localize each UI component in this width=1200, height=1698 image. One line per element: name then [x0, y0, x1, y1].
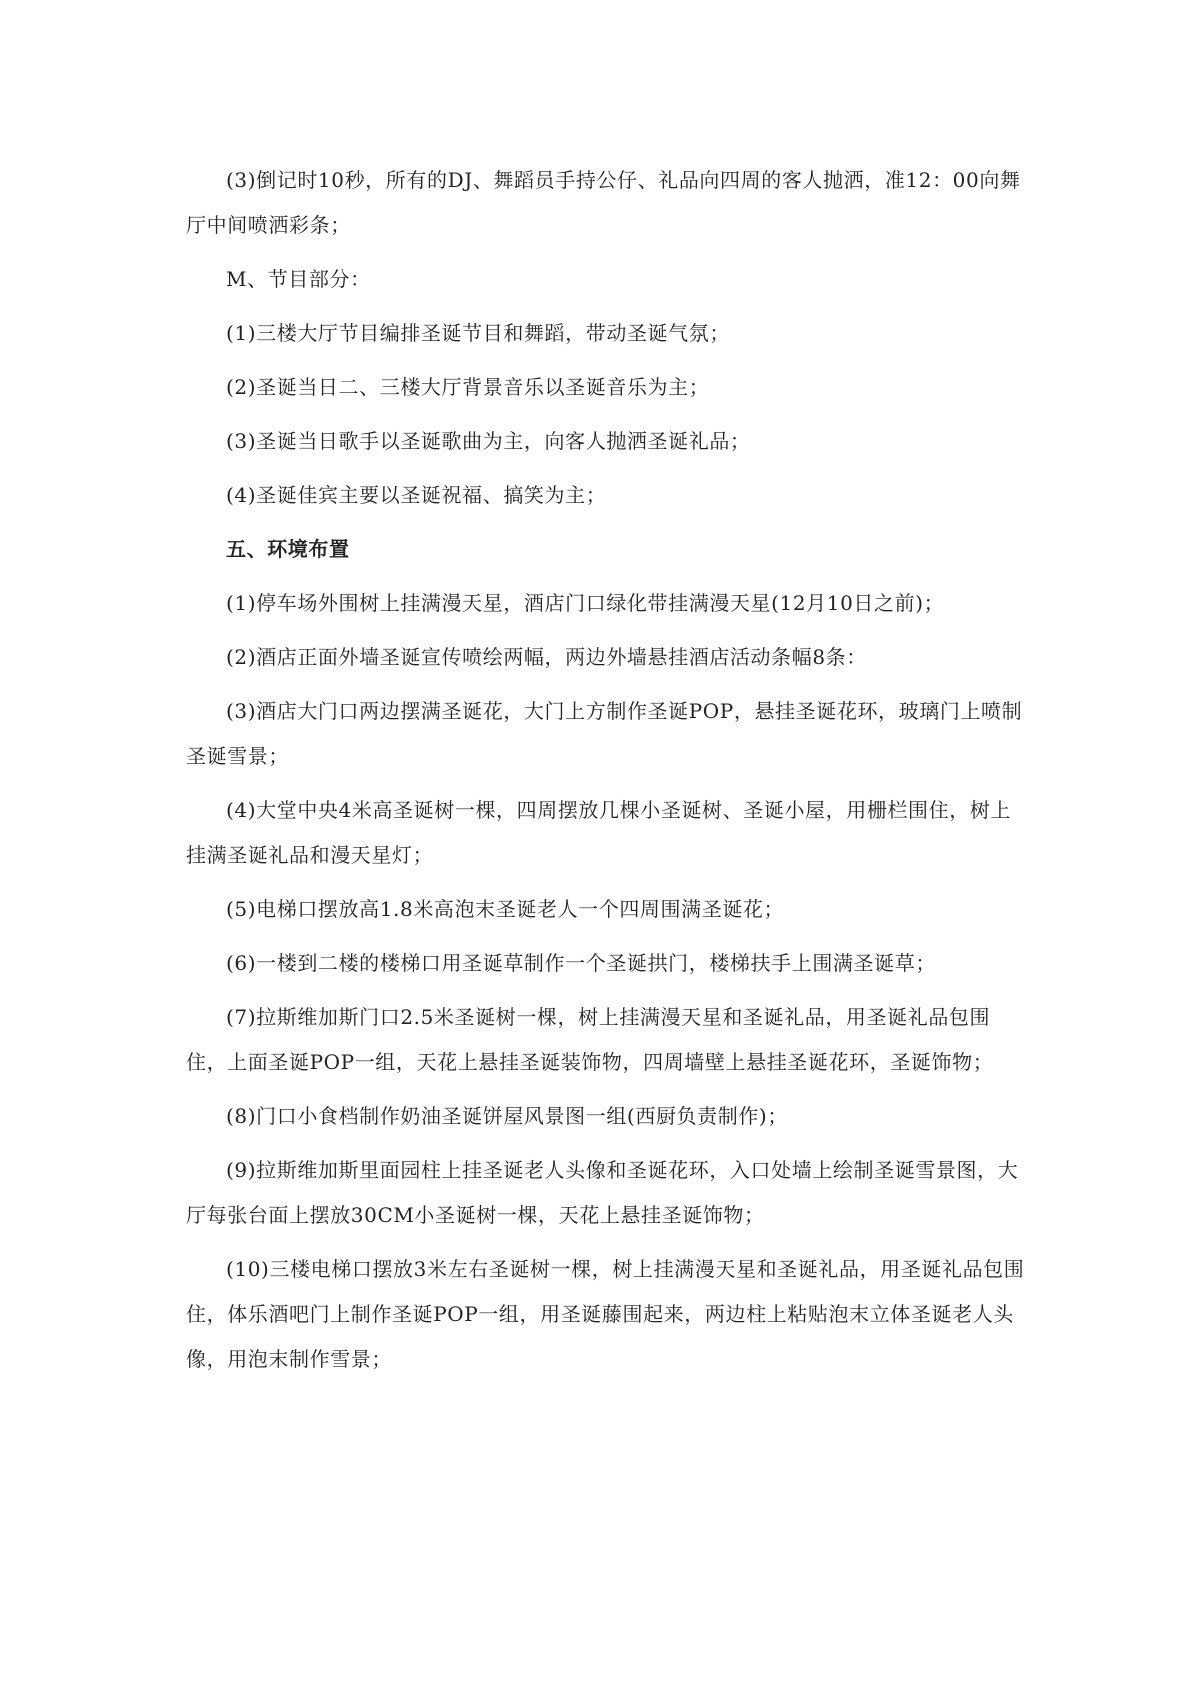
paragraph-environment-9: (9)拉斯维加斯里面园柱上挂圣诞老人头像和圣诞花环，入口处墙上绘制圣诞雪景图，大厅每张台面上摆放30CM小圣诞树一棵，天花上悬挂圣诞饰物；	[186, 1158, 1019, 1227]
paragraph-program-2: (2)圣诞当日二、三楼大厅背景音乐以圣诞音乐为主；	[226, 375, 710, 399]
paragraph-environment-10: (10)三楼电梯口摆放3米左右圣诞树一棵，树上挂满漫天星和圣诞礼品，用圣诞礼品包围住，体乐酒吧门上制作圣诞POP一组，用圣诞藤围起来，两边柱上粘贴泡末立体圣诞老人头像，用泡末制作雪景；	[186, 1257, 1025, 1371]
paragraph-environment-6: (6)一楼到二楼的楼梯口用圣诞草制作一个圣诞拱门，楼梯扶手上围满圣诞草；	[226, 951, 936, 975]
paragraph-environment-3: (3)酒店大门口两边摆满圣诞花，大门上方制作圣诞POP，悬挂圣诞花环，玻璃门上喷制圣诞雪景；	[186, 699, 1023, 768]
paragraph-environment-2: (2)酒店正面外墙圣诞宣传喷绘两幅，两边外墙悬挂酒店活动条幅8条：	[226, 645, 867, 669]
paragraph-program-section: M、节目部分：	[226, 267, 371, 291]
paragraph-program-3: (3)圣诞当日歌手以圣诞歌曲为主，向客人抛洒圣诞礼品；	[226, 429, 751, 453]
paragraph-environment-1: (1)停车场外围树上挂满漫天星，酒店门口绿化带挂满漫天星(12月10日之前)；	[226, 591, 945, 615]
paragraph-program-4: (4)圣诞佳宾主要以圣诞祝福、搞笑为主；	[226, 483, 607, 507]
document-body	[186, 158, 1026, 1391]
paragraph-environment-7: (7)拉斯维加斯门口2.5米圣诞树一棵，树上挂满漫天星和圣诞礼品，用圣诞礼品包围住，上面圣诞POP一组，天花上悬挂圣诞装饰物，四周墙壁上悬挂圣诞花环，圣诞饰物；	[186, 1005, 994, 1074]
paragraph-environment-4: (4)大堂中央4米高圣诞树一棵，四周摆放几棵小圣诞树、圣诞小屋，用栅栏围住，树上挂满圣诞礼品和漫天星灯；	[186, 798, 1012, 867]
paragraph-program-1: (1)三楼大厅节目编排圣诞节目和舞蹈，带动圣诞气氛；	[226, 321, 730, 345]
paragraph-environment-5: (5)电梯口摆放高1.8米高泡末圣诞老人一个四周围满圣诞花；	[226, 897, 785, 921]
paragraph-environment-8: (8)门口小食档制作奶油圣诞饼屋风景图一组(西厨负责制作)；	[226, 1104, 788, 1128]
section-heading-environment: 五、环境布置	[226, 537, 350, 561]
paragraph-countdown: (3)倒记时10秒，所有的DJ、舞蹈员手持公仔、礼品向四周的客人抛洒，准12：00向舞厅中间喷洒彩条；	[186, 168, 1021, 237]
